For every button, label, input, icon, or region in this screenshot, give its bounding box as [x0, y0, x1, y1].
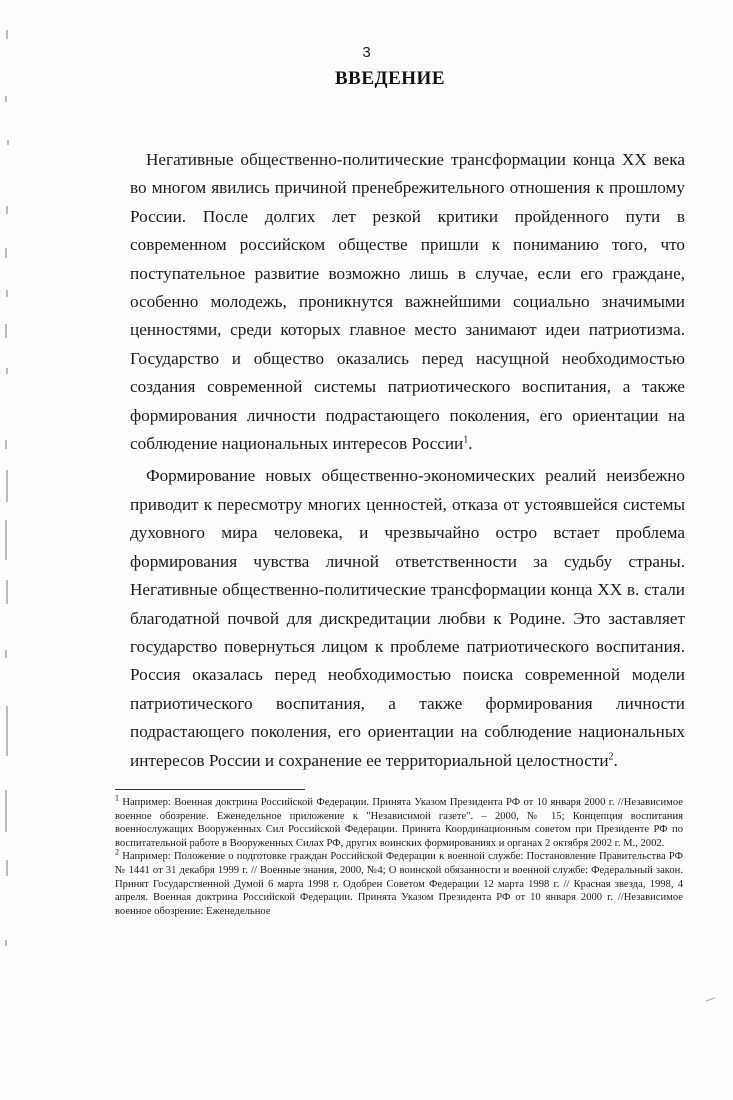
scan-speck — [5, 324, 7, 338]
scan-speck — [6, 860, 8, 876]
footnote-1-mark: 1 — [115, 793, 119, 803]
footnote-ref-2: 2 — [608, 750, 614, 762]
footnotes — [115, 793, 683, 918]
scan-speck — [6, 368, 8, 374]
footnote-2 — [115, 847, 683, 918]
footnote-divider — [115, 789, 305, 790]
page-number: 3 — [362, 44, 371, 61]
footnote-2-mark: 2 — [115, 847, 119, 857]
scan-speck — [5, 440, 7, 449]
scan-speck — [6, 470, 8, 502]
scan-speck — [6, 30, 8, 39]
scan-speck — [5, 940, 7, 946]
paragraph-1-text: Негативные общественно-политические трансформации конца XX века во многом явились причиной пренебрежительного отношения к прошлому России. После долгих лет резкой критики пройденного пути в современном российском обществе пришли к пониманию того, что поступательное развитие возможно лишь в случае, если его граждане, особенно молодежь, проникнутся важнейшими социально значимыми ценностями, среди которых главное место занимают идеи патриотизма. Государство и общество оказались перед насущной необходимостью создания современной системы патриотического воспитания, а также формирования личности подрастающего поколения, его ориентации на соблюдение национальных интересов России — [130, 150, 685, 454]
paragraph-2 — [130, 462, 685, 774]
paragraph-1 — [130, 146, 685, 458]
page-title: ВВЕДЕНИЕ — [335, 68, 445, 89]
footnote-2-text: Например: Положение о подготовке граждан Российской Федерации к военной службе: Постановление Правительства РФ № 1441 от 31 декабря 1999 г. // Военные знания, 2000, №4; О воинской обязанности и военной службе: Федеральный закон. Принят Государственной Думой 6 марта 1998 г. Одобрен Советом Федерации 12 марта 1998 г. // Красная звезда, 1998, 4 апреля. Военная доктрина Российской Федерации. Принята Указом Президента РФ от 10 января 2000 г. //Независимое военное обозрение: Еженедельное — [115, 851, 683, 917]
scan-speck — [5, 790, 7, 832]
scan-speck — [5, 248, 7, 258]
paragraph-1-end: . — [468, 434, 473, 454]
body-text — [130, 146, 685, 775]
footnote-1 — [115, 793, 683, 850]
scan-speck — [6, 706, 8, 756]
scan-mark — [705, 994, 716, 1001]
scan-speck — [5, 96, 7, 102]
paragraph-2-text: Формирование новых общественно-экономических реалий неизбежно приводит к пересмотру многих ценностей, отказа от устоявшейся системы духовного мира человека, и чрезвычайно остро встает проблема формирования чувства личной ответственности за судьбу страны. Негативные общественно-политические трансформации конца XX в. стали благодатной почвой для дискредитации любви к Родине. Это заставляет государство повернуться лицом к проблеме патриотического воспитания. Россия оказалась перед необходимостью поиска современной модели патриотического воспитания, а также формирования личности подрастающего поколения, его ориентации на соблюдение национальных интересов России и сохранение ее территориальной целостности — [130, 466, 685, 770]
footnote-1-text: Например: Военная доктрина Российской Федерации. Принята Указом Президента РФ от 10 января 2000 г. //Независимое военное обозрение. Еженедельное приложение к "Независимой газете". – 2000, № 15; Концепция воспитания военнослужащих Вооруженных Сил Российской Федерации. Принята Координационным советом при Президенте РФ по воспитательной работе в Вооруженных Силах РФ, других воинских формированиях и органах 2 октября 2002 г. М., 2002. — [115, 797, 683, 849]
scan-speck — [7, 140, 9, 145]
scan-speck — [6, 290, 8, 297]
scan-speck — [5, 650, 7, 658]
scan-speck — [5, 520, 7, 560]
paragraph-2-end: . — [613, 750, 618, 770]
scan-speck — [6, 206, 8, 214]
footnote-ref-1: 1 — [463, 434, 469, 446]
scan-speck — [6, 580, 8, 604]
